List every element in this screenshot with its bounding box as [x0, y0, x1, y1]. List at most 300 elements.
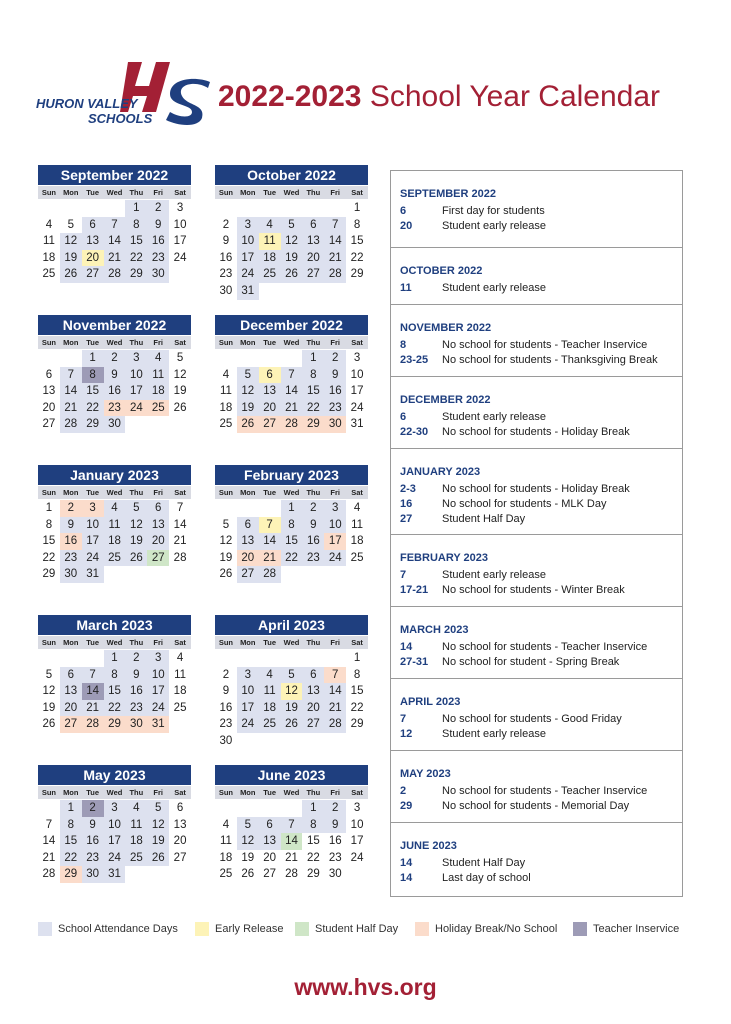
day-cell: 7	[324, 217, 346, 234]
day-cell: 14	[259, 533, 281, 550]
day-cell: 15	[306, 835, 320, 848]
day-cell: 7	[45, 818, 53, 831]
day-cell: 12	[125, 517, 147, 534]
day-cell: 11	[219, 835, 232, 848]
day-cell: 26	[60, 266, 82, 283]
day-cell: 6	[82, 217, 104, 234]
event-description: No school for students - Teacher Inservice	[442, 785, 648, 797]
day-cell: 25	[42, 268, 56, 281]
event-item	[400, 512, 678, 527]
day-cell: 8	[302, 817, 324, 834]
day-cell: 12	[237, 833, 259, 850]
day-cell: 31	[104, 866, 126, 883]
weekday-label: Sun	[218, 338, 233, 347]
day-cell: 16	[82, 833, 104, 850]
day-cell: 20	[263, 851, 277, 864]
day-cell: 15	[82, 383, 104, 400]
day-cell: 10	[147, 667, 169, 684]
event-item	[400, 799, 678, 814]
day-cell: 12	[173, 368, 187, 381]
day-cell: 28	[104, 266, 126, 283]
weekday-label: Mon	[63, 638, 79, 647]
empty-cell	[281, 650, 303, 667]
day-cell: 9	[302, 517, 324, 534]
day-cell: 29	[350, 718, 364, 731]
day-cell: 25	[125, 850, 147, 867]
weekday-label: Thu	[129, 338, 144, 347]
day-cell: 27	[82, 266, 104, 283]
weekday-label: Thu	[306, 338, 321, 347]
day-cell: 22	[125, 250, 147, 267]
event-description: Student early release	[442, 411, 546, 423]
event-date: 14	[400, 872, 413, 884]
empty-cell	[60, 650, 82, 667]
day-cell: 1	[104, 650, 126, 667]
event-description: No school for students - Memorial Day	[442, 800, 630, 812]
day-cell: 20	[259, 400, 281, 417]
event-description: First day for students	[442, 205, 545, 217]
weekday-label: Sat	[174, 638, 186, 647]
day-cell: 18	[219, 401, 233, 414]
day-cell: 5	[237, 367, 259, 384]
event-item	[400, 784, 678, 799]
day-cell: 3	[104, 800, 126, 817]
weekday-label: Sat	[351, 338, 363, 347]
day-cell: 25	[219, 418, 233, 431]
day-cell: 25	[350, 551, 364, 564]
day-cell: 26	[237, 416, 259, 433]
day-cell: 30	[328, 868, 342, 881]
day-cell: 4	[222, 818, 230, 831]
day-cell: 14	[104, 233, 126, 250]
event-description: No school for students - Winter Break	[442, 584, 625, 596]
day-cell: 8	[125, 217, 147, 234]
day-cell: 5	[281, 667, 303, 684]
day-cell: 6	[302, 667, 324, 684]
weekday-label: Sun	[41, 188, 56, 197]
day-cell: 26	[281, 716, 303, 733]
day-cell: 18	[173, 685, 187, 698]
day-cell: 29	[104, 716, 126, 733]
day-cell: 7	[259, 517, 281, 534]
footer-url[interactable]: www.hvs.org	[294, 974, 437, 1000]
event-section	[391, 304, 682, 377]
day-cell: 29	[125, 266, 147, 283]
weekday-label: Wed	[283, 488, 300, 497]
days-grid	[215, 800, 368, 883]
day-cell: 28	[60, 416, 82, 433]
event-section	[391, 247, 682, 305]
event-date: 14	[400, 641, 413, 653]
weekday-label: Fri	[153, 188, 163, 197]
month-header: April 2023	[215, 615, 368, 635]
weekday-label: Wed	[283, 338, 300, 347]
day-cell: 24	[350, 401, 364, 414]
event-description: No school for students - Good Friday	[442, 713, 622, 725]
weekday-label: Sat	[174, 788, 186, 797]
day-cell: 14	[60, 383, 82, 400]
event-item	[400, 353, 678, 368]
day-cell: 7	[60, 367, 82, 384]
day-cell: 3	[324, 500, 346, 517]
empty-cell	[302, 200, 324, 217]
day-cell: 31	[82, 566, 104, 583]
empty-cell	[237, 800, 259, 817]
day-cell: 6	[302, 217, 324, 234]
day-cell: 24	[324, 550, 346, 567]
days-grid	[215, 650, 368, 750]
day-cell: 16	[147, 233, 169, 250]
day-cell: 11	[259, 233, 281, 250]
weekday-label: Sun	[41, 788, 56, 797]
empty-cell	[324, 650, 346, 667]
empty-cell	[281, 800, 303, 817]
day-cell: 15	[42, 535, 56, 548]
month-header: May 2023	[38, 765, 191, 785]
day-cell: 12	[281, 233, 303, 250]
weekday-label: Tue	[86, 788, 100, 797]
day-cell: 2	[60, 500, 82, 517]
event-item	[400, 482, 678, 497]
event-date: 6	[400, 205, 407, 217]
weekday-label: Fri	[153, 788, 163, 797]
day-cell: 9	[222, 235, 230, 248]
day-cell: 2	[324, 350, 346, 367]
day-cell: 5	[125, 500, 147, 517]
day-cell: 29	[42, 568, 56, 581]
empty-cell	[237, 650, 259, 667]
day-cell: 19	[237, 400, 259, 417]
day-cell: 5	[281, 217, 303, 234]
empty-cell	[82, 200, 104, 217]
weekday-label: Sat	[351, 488, 363, 497]
logo-text-line2: SCHOOLS	[88, 111, 153, 126]
days-grid	[215, 200, 368, 300]
day-cell: 28	[285, 868, 298, 881]
day-cell: 26	[219, 568, 233, 581]
day-cell: 13	[60, 683, 82, 700]
day-cell: 26	[173, 401, 187, 414]
weekday-label: Sun	[218, 638, 233, 647]
day-cell: 4	[45, 218, 53, 231]
empty-cell	[281, 350, 303, 367]
month-calendar	[215, 765, 368, 883]
month-calendar	[215, 165, 368, 300]
event-item	[400, 568, 678, 583]
day-cell: 12	[281, 683, 303, 700]
day-cell: 30	[219, 284, 233, 297]
event-date: 6	[400, 411, 407, 423]
weekday-row	[38, 636, 191, 649]
day-cell: 11	[125, 817, 147, 834]
day-cell: 11	[219, 385, 232, 398]
weekday-label: Fri	[330, 638, 340, 647]
event-description: Student early release	[442, 220, 546, 232]
day-cell: 20	[82, 250, 104, 267]
event-description: Student Half Day	[442, 857, 526, 869]
day-cell: 17	[82, 533, 104, 550]
day-cell: 8	[353, 668, 361, 681]
weekday-row	[215, 186, 368, 199]
empty-cell	[38, 200, 60, 217]
day-cell: 21	[42, 851, 56, 864]
day-cell: 19	[219, 551, 233, 564]
day-cell: 5	[45, 668, 53, 681]
day-cell: 2	[222, 668, 230, 681]
day-cell: 23	[125, 700, 147, 717]
weekday-label: Mon	[63, 188, 79, 197]
event-section	[391, 678, 682, 751]
day-cell: 23	[219, 718, 233, 731]
empty-cell	[259, 800, 281, 817]
day-cell: 27	[263, 868, 277, 881]
day-cell: 6	[176, 802, 184, 814]
event-item	[400, 655, 678, 670]
event-date: 23-25	[400, 354, 429, 366]
event-month-heading: FEBRUARY 2023	[400, 552, 489, 564]
day-cell: 6	[237, 517, 259, 534]
day-cell: 6	[60, 667, 82, 684]
day-cell: 11	[259, 683, 281, 700]
day-cell: 15	[350, 235, 364, 248]
hvs-logo	[36, 58, 211, 130]
days-grid	[215, 350, 368, 433]
day-cell: 3	[82, 500, 104, 517]
event-item	[400, 727, 678, 742]
event-section	[391, 750, 682, 823]
empty-cell	[215, 650, 237, 667]
event-description: No school for student - Spring Break	[442, 656, 620, 668]
day-cell: 1	[353, 652, 361, 664]
month-calendar	[38, 165, 191, 283]
empty-cell	[215, 800, 237, 817]
day-cell: 26	[281, 266, 303, 283]
day-cell: 1	[125, 200, 147, 217]
empty-cell	[259, 500, 281, 517]
weekday-label: Wed	[283, 638, 300, 647]
day-cell: 11	[104, 517, 126, 534]
day-cell: 1	[281, 500, 303, 517]
day-cell: 12	[219, 535, 233, 548]
day-cell: 27	[173, 851, 187, 864]
weekday-label: Sat	[174, 488, 186, 497]
weekday-label: Tue	[86, 638, 100, 647]
day-cell: 23	[82, 850, 104, 867]
event-item	[400, 871, 678, 886]
day-cell: 19	[60, 250, 82, 267]
day-cell: 26	[241, 868, 255, 881]
event-section	[391, 534, 682, 607]
day-cell: 5	[176, 352, 184, 364]
weekday-row	[38, 336, 191, 349]
month-calendar	[215, 465, 368, 583]
weekday-label: Fri	[153, 638, 163, 647]
day-cell: 11	[174, 668, 187, 681]
event-description: No school for students - Thanksgiving Break	[442, 354, 658, 366]
event-description: No school for students - Teacher Inservice	[442, 641, 648, 653]
event-date: 7	[400, 569, 407, 581]
empty-cell	[60, 200, 82, 217]
day-cell: 22	[350, 701, 364, 714]
day-cell: 25	[104, 550, 126, 567]
day-cell: 19	[42, 701, 56, 714]
day-cell: 7	[82, 667, 104, 684]
month-calendar	[38, 615, 191, 733]
day-cell: 13	[82, 233, 104, 250]
day-cell: 28	[259, 566, 281, 583]
day-cell: 31	[147, 716, 169, 733]
day-cell: 11	[42, 235, 55, 248]
event-item	[400, 712, 678, 727]
day-cell: 15	[281, 533, 303, 550]
empty-cell	[104, 200, 126, 217]
event-description: Last day of school	[442, 872, 531, 884]
legend-label: Student Half Day	[315, 923, 399, 935]
event-description: Student early release	[442, 728, 546, 740]
day-cell: 4	[125, 800, 147, 817]
day-cell: 16	[328, 835, 342, 848]
event-month-heading: JANUARY 2023	[400, 466, 481, 478]
weekday-row	[215, 786, 368, 799]
weekday-label: Tue	[86, 488, 100, 497]
day-cell: 19	[281, 250, 303, 267]
day-cell: 4	[259, 217, 281, 234]
weekday-label: Fri	[330, 788, 340, 797]
month-header: September 2022	[38, 165, 191, 185]
day-cell: 14	[324, 683, 346, 700]
day-cell: 23	[324, 400, 346, 417]
day-cell: 15	[302, 383, 324, 400]
day-cell: 30	[82, 866, 104, 883]
day-cell: 29	[60, 866, 82, 883]
weekday-label: Wed	[106, 638, 123, 647]
month-calendar	[38, 315, 191, 433]
day-cell: 18	[350, 535, 364, 548]
day-cell: 7	[104, 217, 126, 234]
day-cell: 20	[237, 550, 259, 567]
day-cell: 28	[324, 716, 346, 733]
day-cell: 13	[259, 833, 281, 850]
day-cell: 16	[219, 251, 233, 264]
event-item	[400, 410, 678, 425]
day-cell: 30	[125, 716, 147, 733]
day-cell: 21	[285, 851, 298, 864]
day-cell: 8	[281, 517, 303, 534]
day-cell: 5	[67, 218, 74, 231]
day-cell: 9	[82, 817, 104, 834]
empty-cell	[281, 200, 303, 217]
event-section	[391, 376, 682, 449]
day-cell: 8	[104, 667, 126, 684]
legend-swatch	[195, 922, 209, 936]
weekday-label: Mon	[240, 338, 256, 347]
day-cell: 21	[60, 400, 82, 417]
day-cell: 9	[125, 667, 147, 684]
day-cell: 25	[219, 868, 233, 881]
day-cell: 10	[82, 517, 104, 534]
event-item	[400, 219, 678, 234]
day-cell: 19	[281, 700, 303, 717]
weekday-label: Thu	[129, 188, 144, 197]
day-cell: 8	[353, 218, 361, 231]
day-cell: 20	[173, 835, 187, 848]
event-date: 17-21	[400, 584, 429, 596]
day-cell: 5	[222, 518, 230, 531]
title-subtitle: School Year Calendar	[369, 80, 661, 113]
weekday-label: Tue	[86, 188, 100, 197]
day-cell: 28	[173, 551, 187, 564]
day-cell: 9	[104, 367, 126, 384]
logo-s-mark	[166, 79, 210, 125]
day-cell: 16	[104, 383, 126, 400]
day-cell: 14	[173, 518, 187, 531]
legend-label: Early Release	[215, 923, 284, 935]
day-cell: 27	[302, 716, 324, 733]
day-cell: 24	[173, 251, 187, 264]
event-date: 27-31	[400, 656, 429, 668]
day-cell: 25	[259, 266, 281, 283]
event-month-heading: DECEMBER 2022	[400, 394, 491, 406]
day-cell: 21	[281, 400, 303, 417]
day-cell: 17	[147, 683, 169, 700]
day-cell: 4	[147, 350, 169, 367]
event-date: 11	[400, 282, 412, 294]
event-date: 27	[400, 513, 413, 525]
weekday-label: Sun	[218, 788, 233, 797]
day-cell: 28	[281, 416, 303, 433]
event-month-heading: MAY 2023	[400, 768, 451, 780]
day-cell: 30	[324, 416, 346, 433]
empty-cell	[259, 650, 281, 667]
legend-swatch	[295, 922, 309, 936]
logo-text-line1: HURON VALLEY	[36, 96, 138, 111]
weekday-label: Thu	[306, 488, 321, 497]
weekday-label: Sun	[218, 188, 233, 197]
event-date: 12	[400, 728, 413, 740]
day-cell: 31	[237, 283, 259, 300]
event-month-heading: OCTOBER 2022	[400, 265, 483, 277]
empty-cell	[237, 500, 259, 517]
day-cell: 30	[219, 734, 233, 747]
day-cell: 20	[302, 700, 324, 717]
day-cell: 11	[147, 367, 169, 384]
day-cell: 10	[237, 683, 259, 700]
empty-cell	[237, 350, 259, 367]
empty-cell	[38, 800, 60, 817]
event-date: 20	[400, 220, 413, 232]
weekday-label: Mon	[240, 638, 256, 647]
day-cell: 3	[353, 352, 361, 364]
weekday-label: Thu	[129, 638, 144, 647]
day-cell: 15	[104, 683, 126, 700]
weekday-label: Sat	[351, 638, 363, 647]
day-cell: 1	[353, 202, 361, 214]
day-cell: 2	[222, 218, 230, 231]
day-cell: 28	[82, 716, 104, 733]
day-cell: 14	[324, 233, 346, 250]
empty-cell	[82, 650, 104, 667]
day-cell: 25	[173, 701, 187, 714]
day-cell: 1	[302, 350, 324, 367]
day-cell: 22	[104, 700, 126, 717]
day-cell: 8	[82, 367, 104, 384]
event-description: No school for students - Holiday Break	[442, 483, 630, 495]
event-section	[391, 448, 682, 535]
day-cell: 13	[173, 818, 187, 831]
empty-cell	[215, 350, 237, 367]
day-cell: 19	[241, 851, 255, 864]
weekday-label: Thu	[129, 788, 144, 797]
